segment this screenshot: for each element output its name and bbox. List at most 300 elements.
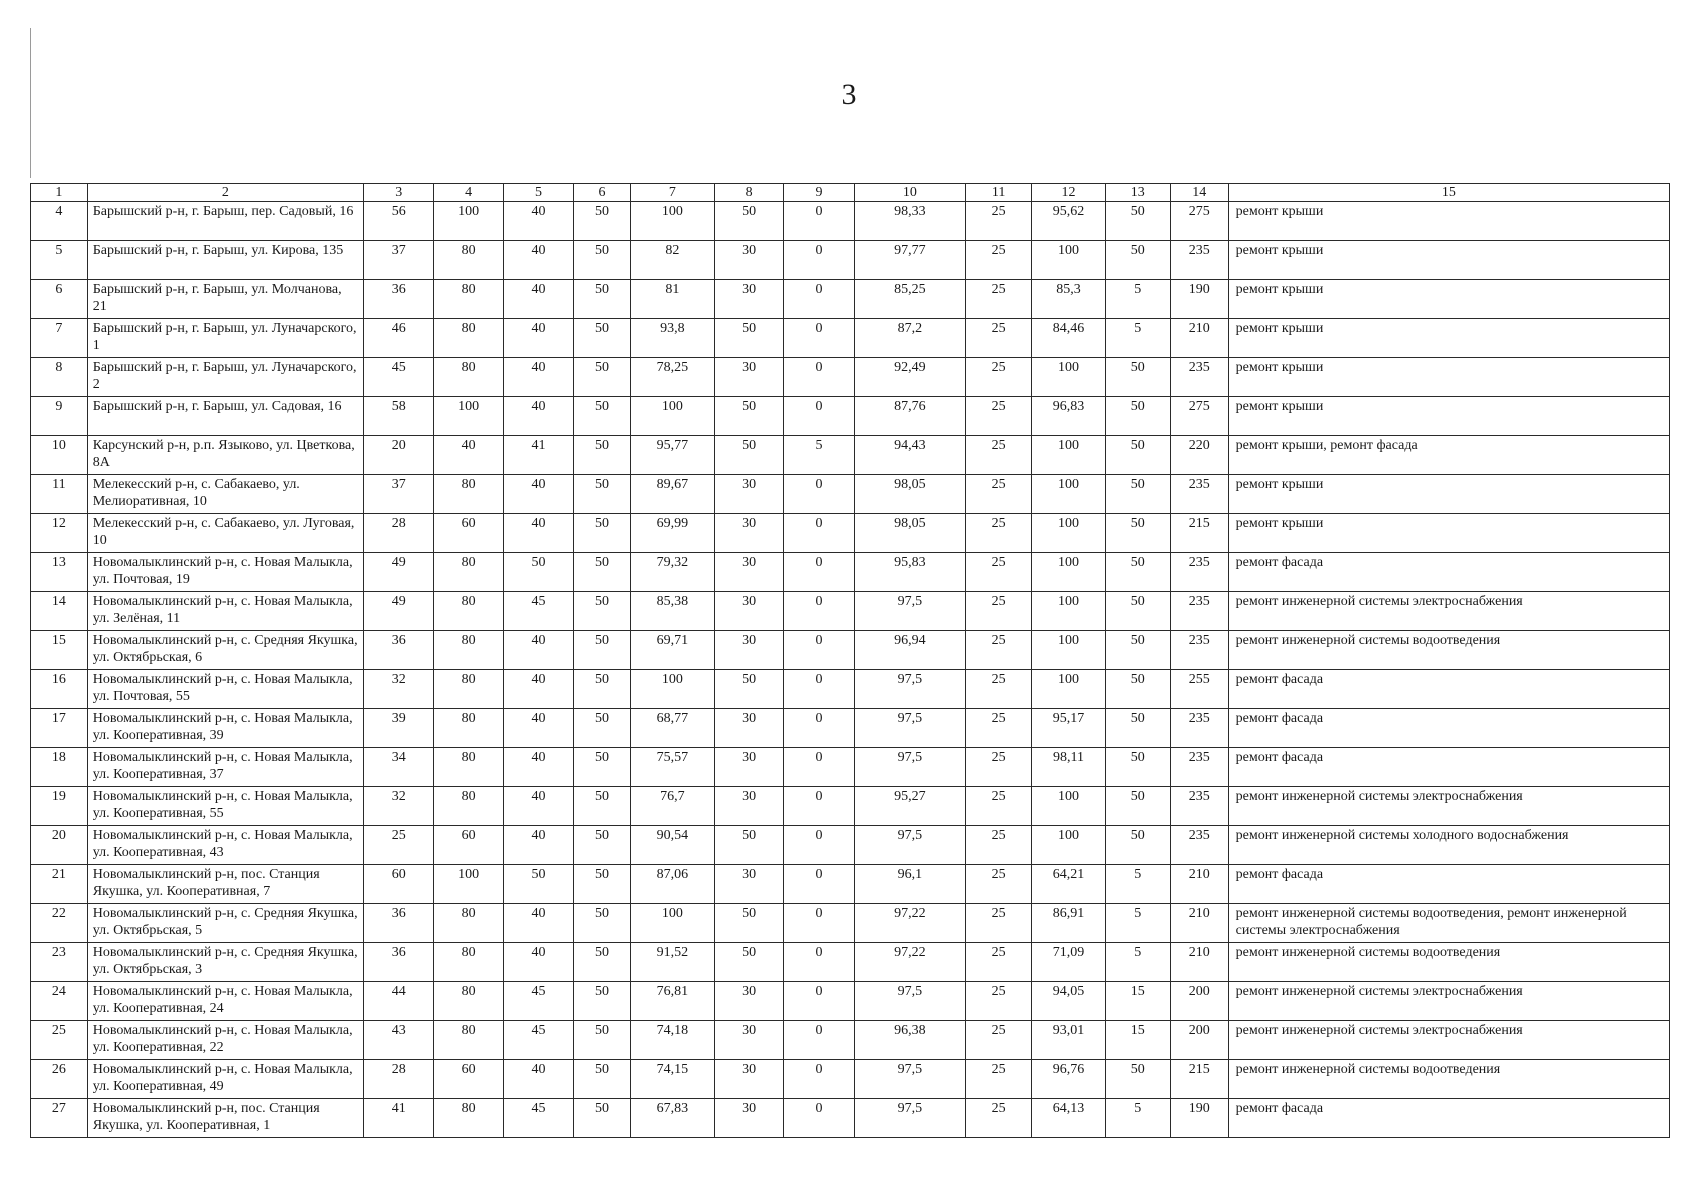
- value-cell: 94,05: [1032, 982, 1106, 1021]
- value-cell: 25: [966, 670, 1032, 709]
- value-cell: 50: [714, 943, 783, 982]
- value-cell: 50: [1105, 514, 1170, 553]
- work-type-cell: ремонт инженерной системы электроснабжения: [1228, 1021, 1669, 1060]
- value-cell: 100: [1032, 826, 1106, 865]
- value-cell: 81: [630, 280, 714, 319]
- value-cell: 0: [784, 826, 854, 865]
- value-cell: 85,3: [1032, 280, 1106, 319]
- column-number-cell: 7: [630, 184, 714, 202]
- value-cell: 96,83: [1032, 397, 1106, 436]
- value-cell: 80: [434, 631, 503, 670]
- address-cell: Новомалыклинский р-н, с. Новая Малыкла, ул. Кооперативная, 22: [87, 1021, 363, 1060]
- value-cell: 25: [966, 202, 1032, 241]
- value-cell: 25: [966, 514, 1032, 553]
- value-cell: 100: [1032, 436, 1106, 475]
- value-cell: 30: [714, 748, 783, 787]
- table-row: [31, 631, 1670, 670]
- row-number-cell: 7: [31, 319, 88, 358]
- value-cell: 0: [784, 670, 854, 709]
- value-cell: 36: [364, 280, 434, 319]
- value-cell: 100: [630, 202, 714, 241]
- table-row: [31, 904, 1670, 943]
- row-number-cell: 27: [31, 1099, 88, 1138]
- value-cell: 46: [364, 319, 434, 358]
- value-cell: 97,5: [854, 709, 965, 748]
- value-cell: 30: [714, 709, 783, 748]
- column-number-cell: 4: [434, 184, 503, 202]
- value-cell: 87,76: [854, 397, 965, 436]
- value-cell: 50: [574, 202, 631, 241]
- value-cell: 40: [434, 436, 503, 475]
- value-cell: 100: [1032, 670, 1106, 709]
- column-number-cell: 14: [1170, 184, 1228, 202]
- work-type-cell: ремонт крыши: [1228, 358, 1669, 397]
- value-cell: 235: [1170, 592, 1228, 631]
- work-type-cell: ремонт крыши: [1228, 475, 1669, 514]
- value-cell: 100: [434, 865, 503, 904]
- value-cell: 25: [966, 553, 1032, 592]
- value-cell: 20: [364, 436, 434, 475]
- value-cell: 0: [784, 709, 854, 748]
- column-number-cell: 12: [1032, 184, 1106, 202]
- value-cell: 25: [966, 982, 1032, 1021]
- value-cell: 50: [574, 826, 631, 865]
- value-cell: 30: [714, 787, 783, 826]
- value-cell: 50: [1105, 1060, 1170, 1099]
- work-type-cell: ремонт крыши: [1228, 241, 1669, 280]
- value-cell: 25: [966, 475, 1032, 514]
- row-number-cell: 24: [31, 982, 88, 1021]
- value-cell: 100: [1032, 475, 1106, 514]
- value-cell: 30: [714, 241, 783, 280]
- column-number-cell: 3: [364, 184, 434, 202]
- table-row: [31, 670, 1670, 709]
- table-row: [31, 748, 1670, 787]
- column-number-cell: 11: [966, 184, 1032, 202]
- value-cell: 80: [434, 670, 503, 709]
- value-cell: 25: [966, 709, 1032, 748]
- value-cell: 100: [630, 670, 714, 709]
- value-cell: 100: [1032, 358, 1106, 397]
- work-type-cell: ремонт фасада: [1228, 709, 1669, 748]
- value-cell: 50: [574, 280, 631, 319]
- value-cell: 50: [1105, 436, 1170, 475]
- row-number-cell: 10: [31, 436, 88, 475]
- work-type-cell: ремонт фасада: [1228, 1099, 1669, 1138]
- value-cell: 40: [503, 943, 573, 982]
- value-cell: 96,76: [1032, 1060, 1106, 1099]
- value-cell: 74,18: [630, 1021, 714, 1060]
- value-cell: 0: [784, 904, 854, 943]
- value-cell: 60: [434, 1060, 503, 1099]
- value-cell: 50: [574, 748, 631, 787]
- value-cell: 210: [1170, 865, 1228, 904]
- value-cell: 50: [574, 1099, 631, 1138]
- value-cell: 50: [574, 475, 631, 514]
- column-number-cell: 2: [87, 184, 363, 202]
- value-cell: 50: [714, 319, 783, 358]
- work-type-cell: ремонт фасада: [1228, 865, 1669, 904]
- value-cell: 50: [574, 943, 631, 982]
- value-cell: 275: [1170, 202, 1228, 241]
- value-cell: 40: [503, 709, 573, 748]
- value-cell: 235: [1170, 631, 1228, 670]
- value-cell: 40: [503, 748, 573, 787]
- value-cell: 210: [1170, 904, 1228, 943]
- value-cell: 96,1: [854, 865, 965, 904]
- value-cell: 79,32: [630, 553, 714, 592]
- address-cell: Барышский р-н, г. Барыш, ул. Садовая, 16: [87, 397, 363, 436]
- table-row: [31, 865, 1670, 904]
- value-cell: 15: [1105, 1021, 1170, 1060]
- value-cell: 235: [1170, 358, 1228, 397]
- value-cell: 30: [714, 553, 783, 592]
- value-cell: 50: [574, 709, 631, 748]
- value-cell: 60: [434, 514, 503, 553]
- value-cell: 50: [714, 826, 783, 865]
- address-cell: Мелекесский р-н, с. Сабакаево, ул. Мелиоративная, 10: [87, 475, 363, 514]
- value-cell: 50: [574, 865, 631, 904]
- value-cell: 96,38: [854, 1021, 965, 1060]
- value-cell: 92,49: [854, 358, 965, 397]
- value-cell: 80: [434, 748, 503, 787]
- value-cell: 39: [364, 709, 434, 748]
- value-cell: 50: [1105, 475, 1170, 514]
- value-cell: 84,46: [1032, 319, 1106, 358]
- value-cell: 100: [1032, 592, 1106, 631]
- value-cell: 87,06: [630, 865, 714, 904]
- value-cell: 50: [714, 670, 783, 709]
- value-cell: 80: [434, 592, 503, 631]
- value-cell: 30: [714, 358, 783, 397]
- value-cell: 95,83: [854, 553, 965, 592]
- value-cell: 30: [714, 1099, 783, 1138]
- address-cell: Барышский р-н, г. Барыш, ул. Молчанова, 21: [87, 280, 363, 319]
- value-cell: 0: [784, 241, 854, 280]
- row-number-cell: 16: [31, 670, 88, 709]
- value-cell: 32: [364, 670, 434, 709]
- page-number: 3: [841, 78, 857, 111]
- work-type-cell: ремонт инженерной системы водоотведения: [1228, 631, 1669, 670]
- value-cell: 5: [1105, 865, 1170, 904]
- value-cell: 69,99: [630, 514, 714, 553]
- value-cell: 30: [714, 592, 783, 631]
- value-cell: 45: [503, 592, 573, 631]
- address-cell: Барышский р-н, г. Барыш, пер. Садовый, 16: [87, 202, 363, 241]
- value-cell: 50: [574, 436, 631, 475]
- value-cell: 67,83: [630, 1099, 714, 1138]
- value-cell: 235: [1170, 709, 1228, 748]
- table-row: [31, 280, 1670, 319]
- value-cell: 40: [503, 319, 573, 358]
- value-cell: 25: [966, 787, 1032, 826]
- value-cell: 40: [503, 787, 573, 826]
- value-cell: 30: [714, 865, 783, 904]
- table-row: [31, 358, 1670, 397]
- value-cell: 50: [1105, 631, 1170, 670]
- value-cell: 0: [784, 943, 854, 982]
- column-number-cell: 5: [503, 184, 573, 202]
- value-cell: 40: [503, 280, 573, 319]
- address-cell: Новомалыклинский р-н, с. Новая Малыкла, ул. Почтовая, 19: [87, 553, 363, 592]
- value-cell: 80: [434, 904, 503, 943]
- value-cell: 80: [434, 982, 503, 1021]
- value-cell: 50: [1105, 748, 1170, 787]
- value-cell: 80: [434, 787, 503, 826]
- row-number-cell: 12: [31, 514, 88, 553]
- value-cell: 95,17: [1032, 709, 1106, 748]
- address-cell: Барышский р-н, г. Барыш, ул. Кирова, 135: [87, 241, 363, 280]
- row-number-cell: 21: [31, 865, 88, 904]
- value-cell: 50: [1105, 241, 1170, 280]
- value-cell: 28: [364, 514, 434, 553]
- value-cell: 50: [1105, 202, 1170, 241]
- value-cell: 78,25: [630, 358, 714, 397]
- value-cell: 82: [630, 241, 714, 280]
- column-number-cell: 1: [31, 184, 88, 202]
- value-cell: 0: [784, 631, 854, 670]
- value-cell: 0: [784, 982, 854, 1021]
- value-cell: 0: [784, 865, 854, 904]
- value-cell: 25: [966, 631, 1032, 670]
- value-cell: 97,5: [854, 982, 965, 1021]
- value-cell: 68,77: [630, 709, 714, 748]
- value-cell: 41: [364, 1099, 434, 1138]
- value-cell: 0: [784, 358, 854, 397]
- value-cell: 95,27: [854, 787, 965, 826]
- address-cell: Новомалыклинский р-н, с. Новая Малыкла, ул. Кооперативная, 49: [87, 1060, 363, 1099]
- address-cell: Мелекесский р-н, с. Сабакаево, ул. Луговая, 10: [87, 514, 363, 553]
- value-cell: 5: [1105, 319, 1170, 358]
- value-cell: 76,7: [630, 787, 714, 826]
- column-number-cell: 15: [1228, 184, 1669, 202]
- value-cell: 215: [1170, 514, 1228, 553]
- value-cell: 50: [574, 1021, 631, 1060]
- value-cell: 96,94: [854, 631, 965, 670]
- work-type-cell: ремонт инженерной системы водоотведения: [1228, 943, 1669, 982]
- value-cell: 25: [966, 943, 1032, 982]
- value-cell: 200: [1170, 1021, 1228, 1060]
- value-cell: 97,5: [854, 1099, 965, 1138]
- value-cell: 50: [1105, 553, 1170, 592]
- row-number-cell: 4: [31, 202, 88, 241]
- value-cell: 30: [714, 1021, 783, 1060]
- value-cell: 93,8: [630, 319, 714, 358]
- work-type-cell: ремонт инженерной системы электроснабжения: [1228, 592, 1669, 631]
- value-cell: 40: [503, 202, 573, 241]
- value-cell: 50: [574, 592, 631, 631]
- address-cell: Новомалыклинский р-н, с. Средняя Якушка, ул. Октябрьская, 5: [87, 904, 363, 943]
- value-cell: 50: [714, 904, 783, 943]
- value-cell: 5: [1105, 943, 1170, 982]
- value-cell: 60: [364, 865, 434, 904]
- address-cell: Новомалыклинский р-н, пос. Станция Якушка, ул. Кооперативная, 1: [87, 1099, 363, 1138]
- column-number-cell: 6: [574, 184, 631, 202]
- value-cell: 50: [574, 904, 631, 943]
- value-cell: 0: [784, 319, 854, 358]
- work-type-cell: ремонт крыши: [1228, 202, 1669, 241]
- column-number-cell: 8: [714, 184, 783, 202]
- value-cell: 41: [503, 436, 573, 475]
- value-cell: 275: [1170, 397, 1228, 436]
- address-cell: Карсунский р-н, р.п. Языково, ул. Цветкова, 8А: [87, 436, 363, 475]
- row-number-cell: 13: [31, 553, 88, 592]
- table-row: [31, 943, 1670, 982]
- column-number-cell: 9: [784, 184, 854, 202]
- value-cell: 235: [1170, 553, 1228, 592]
- work-type-cell: ремонт инженерной системы холодного водоснабжения: [1228, 826, 1669, 865]
- value-cell: 95,77: [630, 436, 714, 475]
- value-cell: 100: [630, 904, 714, 943]
- value-cell: 37: [364, 241, 434, 280]
- value-cell: 44: [364, 982, 434, 1021]
- row-number-cell: 19: [31, 787, 88, 826]
- value-cell: 30: [714, 982, 783, 1021]
- value-cell: 60: [434, 826, 503, 865]
- value-cell: 0: [784, 592, 854, 631]
- value-cell: 56: [364, 202, 434, 241]
- value-cell: 40: [503, 514, 573, 553]
- work-type-cell: ремонт инженерной системы водоотведения, ремонт инженерной системы электроснабжения: [1228, 904, 1669, 943]
- value-cell: 40: [503, 358, 573, 397]
- value-cell: 90,54: [630, 826, 714, 865]
- value-cell: 97,22: [854, 943, 965, 982]
- value-cell: 0: [784, 1099, 854, 1138]
- value-cell: 80: [434, 553, 503, 592]
- value-cell: 25: [966, 358, 1032, 397]
- work-type-cell: ремонт крыши, ремонт фасада: [1228, 436, 1669, 475]
- value-cell: 91,52: [630, 943, 714, 982]
- value-cell: 0: [784, 280, 854, 319]
- value-cell: 28: [364, 1060, 434, 1099]
- value-cell: 0: [784, 787, 854, 826]
- row-number-cell: 17: [31, 709, 88, 748]
- row-number-cell: 20: [31, 826, 88, 865]
- value-cell: 85,38: [630, 592, 714, 631]
- value-cell: 71,09: [1032, 943, 1106, 982]
- table-row: [31, 553, 1670, 592]
- value-cell: 49: [364, 592, 434, 631]
- value-cell: 0: [784, 202, 854, 241]
- value-cell: 100: [434, 397, 503, 436]
- value-cell: 25: [966, 748, 1032, 787]
- value-cell: 0: [784, 553, 854, 592]
- value-cell: 50: [574, 241, 631, 280]
- value-cell: 235: [1170, 748, 1228, 787]
- column-number-cell: 10: [854, 184, 965, 202]
- value-cell: 98,33: [854, 202, 965, 241]
- value-cell: 190: [1170, 280, 1228, 319]
- row-number-cell: 23: [31, 943, 88, 982]
- row-number-cell: 14: [31, 592, 88, 631]
- value-cell: 50: [1105, 787, 1170, 826]
- value-cell: 25: [966, 1021, 1032, 1060]
- value-cell: 37: [364, 475, 434, 514]
- value-cell: 50: [574, 514, 631, 553]
- value-cell: 50: [574, 631, 631, 670]
- value-cell: 25: [966, 1060, 1032, 1099]
- value-cell: 25: [966, 904, 1032, 943]
- table-row: [31, 1060, 1670, 1099]
- value-cell: 50: [714, 436, 783, 475]
- value-cell: 45: [503, 1099, 573, 1138]
- value-cell: 0: [784, 748, 854, 787]
- table-row: [31, 397, 1670, 436]
- value-cell: 50: [574, 670, 631, 709]
- value-cell: 25: [966, 592, 1032, 631]
- value-cell: 30: [714, 631, 783, 670]
- value-cell: 0: [784, 1060, 854, 1099]
- table-row: [31, 436, 1670, 475]
- work-type-cell: ремонт инженерной системы водоотведения: [1228, 1060, 1669, 1099]
- row-number-cell: 6: [31, 280, 88, 319]
- value-cell: 97,5: [854, 592, 965, 631]
- table-row: [31, 709, 1670, 748]
- value-cell: 40: [503, 241, 573, 280]
- value-cell: 98,11: [1032, 748, 1106, 787]
- address-cell: Новомалыклинский р-н, с. Новая Малыкла, ул. Кооперативная, 55: [87, 787, 363, 826]
- work-type-cell: ремонт фасада: [1228, 670, 1669, 709]
- value-cell: 40: [503, 1060, 573, 1099]
- value-cell: 25: [966, 397, 1032, 436]
- value-cell: 235: [1170, 241, 1228, 280]
- value-cell: 80: [434, 709, 503, 748]
- address-cell: Новомалыклинский р-н, с. Новая Малыкла, ул. Кооперативная, 39: [87, 709, 363, 748]
- address-cell: Новомалыклинский р-н, с. Новая Малыкла, ул. Зелёная, 11: [87, 592, 363, 631]
- value-cell: 50: [574, 787, 631, 826]
- value-cell: 45: [364, 358, 434, 397]
- row-number-cell: 5: [31, 241, 88, 280]
- value-cell: 50: [1105, 592, 1170, 631]
- value-cell: 0: [784, 397, 854, 436]
- value-cell: 235: [1170, 475, 1228, 514]
- value-cell: 40: [503, 475, 573, 514]
- value-cell: 50: [574, 982, 631, 1021]
- value-cell: 69,71: [630, 631, 714, 670]
- value-cell: 50: [574, 1060, 631, 1099]
- table-row: [31, 241, 1670, 280]
- value-cell: 25: [966, 1099, 1032, 1138]
- table-row: [31, 826, 1670, 865]
- value-cell: 25: [364, 826, 434, 865]
- value-cell: 100: [1032, 241, 1106, 280]
- row-number-cell: 11: [31, 475, 88, 514]
- column-number-cell: 13: [1105, 184, 1170, 202]
- value-cell: 50: [1105, 670, 1170, 709]
- value-cell: 45: [503, 982, 573, 1021]
- value-cell: 80: [434, 1021, 503, 1060]
- address-cell: Новомалыклинский р-н, с. Средняя Якушка, ул. Октябрьская, 6: [87, 631, 363, 670]
- table-row: [31, 982, 1670, 1021]
- value-cell: 80: [434, 475, 503, 514]
- row-number-cell: 25: [31, 1021, 88, 1060]
- value-cell: 87,2: [854, 319, 965, 358]
- table-row: [31, 787, 1670, 826]
- value-cell: 30: [714, 280, 783, 319]
- value-cell: 190: [1170, 1099, 1228, 1138]
- value-cell: 100: [630, 397, 714, 436]
- value-cell: 40: [503, 397, 573, 436]
- row-number-cell: 8: [31, 358, 88, 397]
- value-cell: 5: [1105, 280, 1170, 319]
- value-cell: 50: [1105, 397, 1170, 436]
- value-cell: 97,5: [854, 748, 965, 787]
- data-table: [30, 183, 1670, 1138]
- value-cell: 50: [714, 202, 783, 241]
- value-cell: 5: [784, 436, 854, 475]
- value-cell: 25: [966, 436, 1032, 475]
- row-number-cell: 26: [31, 1060, 88, 1099]
